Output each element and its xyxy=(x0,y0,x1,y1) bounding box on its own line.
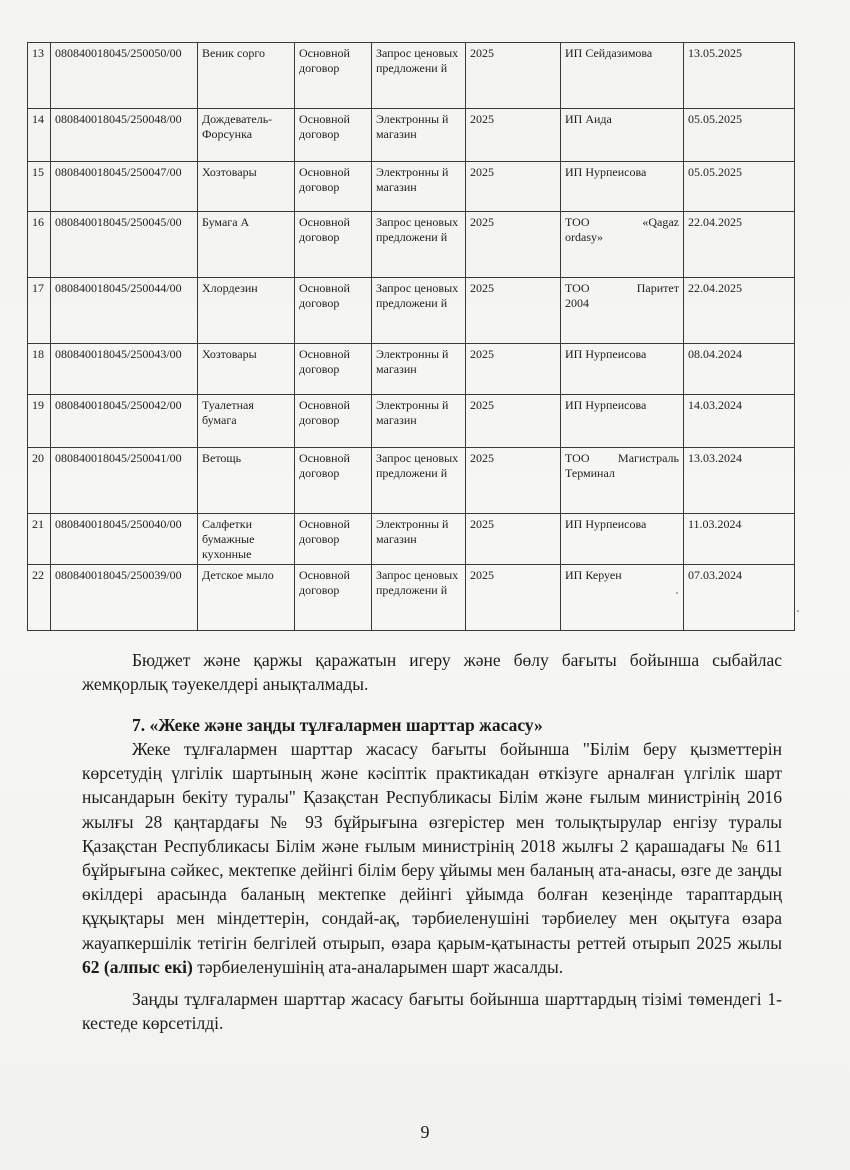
contract-type: Основной договор xyxy=(295,514,372,565)
section-heading: 7. «Жеке және заңды тұлғалармен шарттар жасасу» xyxy=(132,715,543,735)
paragraph-text: Жеке тұлғалармен шарттар жасасу бағыты бойынша "Білім беру қызметтерін көрсетудің үлгілік шартының және кәсіптік практикадан өткізуге арналған үлгілік шарт нысандарын бекіту туралы" Қазақстан Республикасы Білім және ғылым министрінің 2016 жылғы 28 қаңтардағы № 93 бұйрығына өзгерістер мен толықтырулар енгізу туралы Қазақстан Республикасы Білім және ғылым министрінің 2018 жылғы 2 қарашадағы № 611 бұйрығына сәйкес, мектепке дейінгі білім беру ұйымы мен баланың ата-анасы, өзге де заңды өкілдері арасында баланың мектепке дейінгі ұйымда болған кезеңінде тараптардың құқықтары мен міндеттерін, сондай-ақ, тәрбиеленушіні тәрбиелеу мен оқытуға өзара жауапкершілік тетігін белгілей отырып, өзара қарым-қатынасты реттей отырып 2025 жылы xyxy=(82,739,782,953)
contract-code: 080840018045/250045/00 xyxy=(51,212,198,278)
paragraph-budget: Бюджет және қаржы қаражатын игеру және бөлу бағыты бойынша сыбайлас жемқорлық тәуекелдері анықталмады. xyxy=(82,650,782,695)
row-number: 13 xyxy=(28,43,51,109)
year: 2025 xyxy=(466,344,561,395)
procurement-method: Электронны й магазин xyxy=(372,395,466,448)
item-name: Туалетная бумага xyxy=(198,395,295,448)
supplier-part: Магистраль xyxy=(618,451,679,465)
paragraph-text: тәрбиеленушінің ата-аналарымен шарт жасалды. xyxy=(192,956,564,977)
procurement-method: Запрос ценовых предложени й xyxy=(372,448,466,514)
contract-date: 05.05.2025 xyxy=(684,162,795,212)
supplier: ИП Сейдазимова xyxy=(561,43,684,109)
paragraph-contracts xyxy=(82,737,782,979)
contract-code: 080840018045/250048/00 xyxy=(51,109,198,162)
scan-speck xyxy=(676,592,678,594)
contract-code: 080840018045/250039/00 xyxy=(51,565,198,631)
row-number: 18 xyxy=(28,344,51,395)
item-name: Хозтовары xyxy=(198,344,295,395)
contract-code: 080840018045/250040/00 xyxy=(51,514,198,565)
contract-date: 07.03.2024 xyxy=(684,565,795,631)
year: 2025 xyxy=(466,162,561,212)
contract-type: Основной договор xyxy=(295,43,372,109)
supplier-part: Терминал xyxy=(565,466,615,480)
supplier-part: ТОО xyxy=(565,451,590,465)
procurement-method: Электронны й магазин xyxy=(372,344,466,395)
contract-type: Основной договор xyxy=(295,565,372,631)
procurement-method: Электронны й магазин xyxy=(372,109,466,162)
contract-type: Основной договор xyxy=(295,344,372,395)
item-name: Веник сорго xyxy=(198,43,295,109)
supplier-part: ordasy» xyxy=(565,230,603,244)
item-name: Салфетки бумажные кухонные xyxy=(198,514,295,565)
supplier xyxy=(561,278,684,344)
table-row xyxy=(28,109,795,162)
row-number: 14 xyxy=(28,109,51,162)
contract-type: Основной договор xyxy=(295,212,372,278)
table-row xyxy=(28,162,795,212)
table-row xyxy=(28,212,795,278)
item-name: Хлордезин xyxy=(198,278,295,344)
supplier: ИП Аида xyxy=(561,109,684,162)
year: 2025 xyxy=(466,109,561,162)
row-number: 17 xyxy=(28,278,51,344)
contract-date: 13.05.2025 xyxy=(684,43,795,109)
contract-date: 22.04.2025 xyxy=(684,278,795,344)
procurement-method: Запрос ценовых предложени й xyxy=(372,212,466,278)
table-row xyxy=(28,43,795,109)
year: 2025 xyxy=(466,212,561,278)
supplier xyxy=(561,212,684,278)
row-number: 15 xyxy=(28,162,51,212)
contract-code: 080840018045/250050/00 xyxy=(51,43,198,109)
year: 2025 xyxy=(466,448,561,514)
contract-type: Основной договор xyxy=(295,162,372,212)
contract-date: 11.03.2024 xyxy=(684,514,795,565)
table-row xyxy=(28,565,795,631)
supplier-part: ТОО xyxy=(565,281,590,295)
contract-code: 080840018045/250043/00 xyxy=(51,344,198,395)
contract-type: Основной договор xyxy=(295,395,372,448)
item-name: Дождеватель-Форсунка xyxy=(198,109,295,162)
item-name: Ветощь xyxy=(198,448,295,514)
contracts-table xyxy=(27,42,795,631)
contract-code: 080840018045/250042/00 xyxy=(51,395,198,448)
contract-date: 05.05.2025 xyxy=(684,109,795,162)
procurement-method: Электронны й магазин xyxy=(372,162,466,212)
supplier: ИП Нурпеисова xyxy=(561,395,684,448)
year: 2025 xyxy=(466,43,561,109)
item-name: Хозтовары xyxy=(198,162,295,212)
row-number: 20 xyxy=(28,448,51,514)
procurement-method: Запрос ценовых предложени й xyxy=(372,43,466,109)
row-number: 19 xyxy=(28,395,51,448)
procurement-method: Запрос ценовых предложени й xyxy=(372,278,466,344)
contract-date: 14.03.2024 xyxy=(684,395,795,448)
scan-speck xyxy=(797,610,799,612)
table-row xyxy=(28,395,795,448)
table-row xyxy=(28,514,795,565)
year: 2025 xyxy=(466,395,561,448)
supplier: ИП Керуен xyxy=(561,565,684,631)
contract-date: 13.03.2024 xyxy=(684,448,795,514)
item-name: Бумага А xyxy=(198,212,295,278)
year: 2025 xyxy=(466,514,561,565)
supplier xyxy=(561,448,684,514)
supplier-part: ТОО xyxy=(565,215,590,229)
procurement-method: Запрос ценовых предложени й xyxy=(372,565,466,631)
item-name: Детское мыло xyxy=(198,565,295,631)
contract-code: 080840018045/250047/00 xyxy=(51,162,198,212)
row-number: 22 xyxy=(28,565,51,631)
procurement-method: Электронны й магазин xyxy=(372,514,466,565)
paragraph-bold-count: 62 (алпыс екі) xyxy=(82,956,193,977)
contract-date: 22.04.2025 xyxy=(684,212,795,278)
year: 2025 xyxy=(466,565,561,631)
contract-type: Основной договор xyxy=(295,109,372,162)
contract-code: 080840018045/250041/00 xyxy=(51,448,198,514)
year: 2025 xyxy=(466,278,561,344)
row-number: 16 xyxy=(28,212,51,278)
supplier: ИП Нурпеисова xyxy=(561,344,684,395)
table-row xyxy=(28,344,795,395)
supplier-part: 2004 xyxy=(565,296,589,310)
row-number: 21 xyxy=(28,514,51,565)
page-number: 9 xyxy=(420,1122,430,1142)
paragraph-legal-entities: Заңды тұлғалармен шарттар жасасу бағыты бойынша шарттардың тізімі төмендегі 1-кестеде көрсетілді. xyxy=(82,989,782,1034)
table-row xyxy=(28,278,795,344)
contract-date: 08.04.2024 xyxy=(684,344,795,395)
supplier: ИП Нурпеисова xyxy=(561,162,684,212)
supplier: ИП Нурпеисова xyxy=(561,514,684,565)
table-row xyxy=(28,448,795,514)
contract-type: Основной договор xyxy=(295,448,372,514)
supplier-part: «Qagaz xyxy=(642,215,679,229)
contract-type: Основной договор xyxy=(295,278,372,344)
supplier-part: Паритет xyxy=(636,281,679,295)
contract-code: 080840018045/250044/00 xyxy=(51,278,198,344)
